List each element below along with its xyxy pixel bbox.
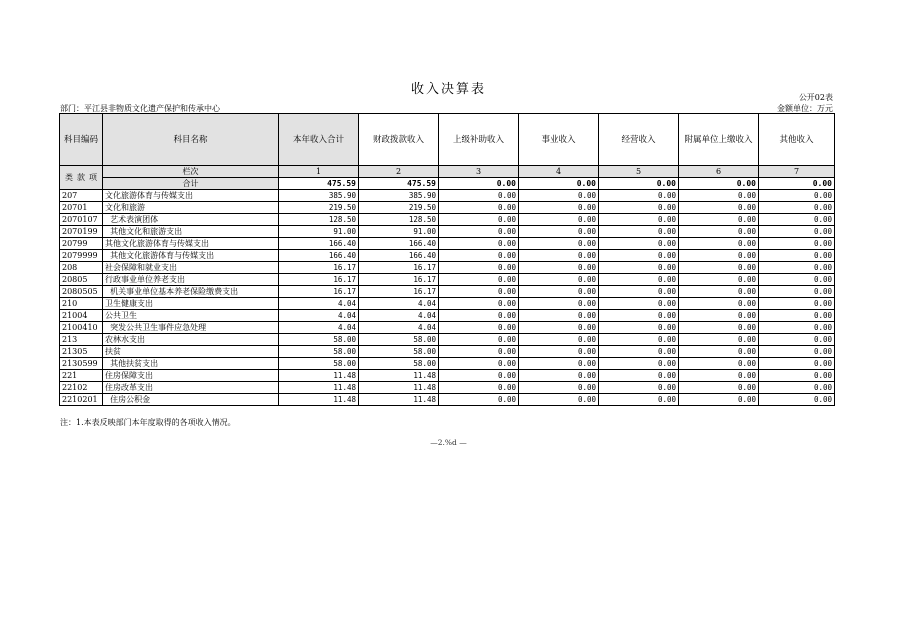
row-value: 11.48 [279, 394, 359, 406]
row-value: 0.00 [439, 382, 519, 394]
header-col-2: 财政拨款收入 [359, 114, 439, 166]
row-value: 0.00 [679, 358, 759, 370]
row-value: 0.00 [759, 262, 835, 274]
unit-label: 金额单位：万元 [777, 104, 833, 113]
row-value: 58.00 [279, 334, 359, 346]
row-value: 219.50 [279, 202, 359, 214]
row-code: 20799 [60, 238, 103, 250]
col-num-5: 5 [599, 166, 679, 178]
row-code: 21004 [60, 310, 103, 322]
total-value: 0.00 [439, 178, 519, 190]
row-value: 0.00 [599, 214, 679, 226]
row-value: 0.00 [599, 394, 679, 406]
row-value: 0.00 [679, 190, 759, 202]
row-value: 0.00 [679, 202, 759, 214]
total-value: 0.00 [759, 178, 835, 190]
table-row [60, 202, 835, 214]
row-value: 4.04 [359, 322, 439, 334]
row-value: 0.00 [679, 274, 759, 286]
row-value: 166.40 [279, 238, 359, 250]
row-value: 58.00 [359, 334, 439, 346]
row-name: 公共卫生 [103, 310, 279, 322]
row-value: 0.00 [679, 334, 759, 346]
row-value: 0.00 [439, 346, 519, 358]
page-number: —2.%d — [430, 438, 467, 447]
row-code: 213 [60, 334, 103, 346]
table-row [60, 286, 835, 298]
row-value: 0.00 [759, 226, 835, 238]
row-value: 0.00 [759, 370, 835, 382]
row-value: 166.40 [359, 250, 439, 262]
row-value: 16.17 [359, 286, 439, 298]
row-code: 2070107 [60, 214, 103, 226]
row-value: 0.00 [759, 214, 835, 226]
row-value: 11.48 [359, 394, 439, 406]
row-value: 0.00 [439, 358, 519, 370]
table-row [60, 394, 835, 406]
table-row [60, 310, 835, 322]
row-name: 农林水支出 [103, 334, 279, 346]
row-value: 0.00 [519, 322, 599, 334]
row-name: 文化和旅游 [103, 202, 279, 214]
row-code: 2210201 [60, 394, 103, 406]
row-value: 58.00 [279, 358, 359, 370]
header-col-5: 经营收入 [599, 114, 679, 166]
row-value: 166.40 [279, 250, 359, 262]
row-value: 0.00 [439, 370, 519, 382]
row-value: 0.00 [519, 310, 599, 322]
header-code: 科目编码 [60, 114, 103, 166]
row-value: 0.00 [519, 370, 599, 382]
lanci-row [60, 166, 835, 178]
row-value: 0.00 [599, 346, 679, 358]
header-col-3: 上级补助收入 [439, 114, 519, 166]
row-value: 219.50 [359, 202, 439, 214]
row-value: 0.00 [519, 226, 599, 238]
row-value: 16.17 [359, 274, 439, 286]
row-value: 58.00 [359, 346, 439, 358]
row-value: 0.00 [679, 214, 759, 226]
row-value: 0.00 [519, 286, 599, 298]
row-value: 0.00 [599, 286, 679, 298]
row-value: 11.48 [359, 370, 439, 382]
row-code: 2100410 [60, 322, 103, 334]
income-table [59, 113, 835, 406]
row-value: 0.00 [439, 310, 519, 322]
row-value: 0.00 [759, 190, 835, 202]
total-value: 0.00 [599, 178, 679, 190]
row-value: 128.50 [359, 214, 439, 226]
row-value: 0.00 [519, 358, 599, 370]
row-value: 0.00 [439, 298, 519, 310]
row-value: 0.00 [519, 202, 599, 214]
row-value: 0.00 [679, 310, 759, 322]
row-value: 58.00 [279, 346, 359, 358]
total-value: 475.59 [359, 178, 439, 190]
row-value: 11.48 [279, 370, 359, 382]
row-value: 0.00 [599, 370, 679, 382]
page-title: 收入决算表 [410, 82, 486, 97]
row-code: 221 [60, 370, 103, 382]
row-value: 0.00 [679, 322, 759, 334]
table-row [60, 238, 835, 250]
row-value: 0.00 [519, 190, 599, 202]
row-value: 0.00 [439, 226, 519, 238]
row-value: 58.00 [359, 358, 439, 370]
total-value: 475.59 [279, 178, 359, 190]
row-value: 0.00 [759, 298, 835, 310]
col-num-1: 1 [279, 166, 359, 178]
row-value: 0.00 [439, 250, 519, 262]
row-value: 0.00 [599, 322, 679, 334]
table-row [60, 298, 835, 310]
row-value: 0.00 [759, 322, 835, 334]
table-row [60, 226, 835, 238]
row-value: 0.00 [439, 334, 519, 346]
row-code: 2079999 [60, 250, 103, 262]
table-row [60, 322, 835, 334]
lanci-label: 栏次 [103, 166, 279, 178]
row-value: 0.00 [599, 382, 679, 394]
row-value: 0.00 [439, 202, 519, 214]
department-label: 部门：平江县非物质文化遗产保护和传承中心 [60, 104, 220, 113]
row-name: 社会保障和就业支出 [103, 262, 279, 274]
table-row [60, 262, 835, 274]
kind-kuan: 款 [77, 173, 85, 182]
row-value: 0.00 [759, 358, 835, 370]
row-value: 0.00 [759, 202, 835, 214]
row-value: 0.00 [439, 322, 519, 334]
row-value: 16.17 [279, 286, 359, 298]
row-value: 0.00 [519, 382, 599, 394]
row-value: 0.00 [519, 298, 599, 310]
row-value: 4.04 [279, 298, 359, 310]
row-value: 128.50 [279, 214, 359, 226]
row-name: 住房保障支出 [103, 370, 279, 382]
col-num-6: 6 [679, 166, 759, 178]
kind-cell [60, 166, 103, 190]
col-num-2: 2 [359, 166, 439, 178]
row-value: 0.00 [519, 394, 599, 406]
row-value: 4.04 [279, 310, 359, 322]
row-value: 0.00 [679, 226, 759, 238]
row-value: 0.00 [599, 226, 679, 238]
row-value: 11.48 [359, 382, 439, 394]
row-name: 其他文化和旅游支出 [103, 226, 279, 238]
row-value: 11.48 [279, 382, 359, 394]
row-value: 0.00 [519, 250, 599, 262]
footnote: 注：1.本表反映部门本年度取得的各项收入情况。 [60, 418, 236, 427]
row-value: 0.00 [759, 382, 835, 394]
table-row [60, 190, 835, 202]
row-value: 0.00 [439, 274, 519, 286]
row-name: 扶贫 [103, 346, 279, 358]
row-value: 0.00 [439, 190, 519, 202]
row-name: 行政事业单位养老支出 [103, 274, 279, 286]
row-value: 0.00 [679, 346, 759, 358]
row-value: 0.00 [599, 202, 679, 214]
table-row [60, 274, 835, 286]
row-value: 0.00 [599, 190, 679, 202]
row-value: 0.00 [599, 358, 679, 370]
col-num-3: 3 [439, 166, 519, 178]
kind-lei: 类 [65, 173, 73, 182]
row-value: 4.04 [279, 322, 359, 334]
row-value: 0.00 [679, 298, 759, 310]
row-value: 0.00 [759, 346, 835, 358]
total-value: 0.00 [519, 178, 599, 190]
total-label: 合计 [103, 178, 279, 190]
row-value: 385.90 [279, 190, 359, 202]
row-value: 385.90 [359, 190, 439, 202]
row-code: 2130599 [60, 358, 103, 370]
row-name: 其他扶贫支出 [103, 358, 279, 370]
row-value: 0.00 [599, 238, 679, 250]
row-value: 0.00 [519, 214, 599, 226]
row-value: 0.00 [759, 274, 835, 286]
row-value: 91.00 [279, 226, 359, 238]
row-value: 0.00 [439, 394, 519, 406]
row-value: 0.00 [679, 382, 759, 394]
row-value: 0.00 [439, 262, 519, 274]
row-value: 0.00 [519, 238, 599, 250]
kind-xiang: 项 [89, 173, 97, 182]
row-value: 0.00 [519, 346, 599, 358]
row-value: 0.00 [759, 250, 835, 262]
row-value: 16.17 [279, 274, 359, 286]
row-value: 0.00 [519, 262, 599, 274]
row-code: 22102 [60, 382, 103, 394]
row-name: 艺术表演团体 [103, 214, 279, 226]
row-value: 0.00 [599, 298, 679, 310]
row-name: 机关事业单位基本养老保险缴费支出 [103, 286, 279, 298]
row-name: 突发公共卫生事件应急处理 [103, 322, 279, 334]
row-value: 0.00 [759, 286, 835, 298]
row-value: 0.00 [599, 250, 679, 262]
row-value: 0.00 [439, 286, 519, 298]
table-row [60, 250, 835, 262]
row-value: 0.00 [519, 334, 599, 346]
table-row [60, 214, 835, 226]
row-code: 2080505 [60, 286, 103, 298]
row-code: 210 [60, 298, 103, 310]
row-value: 0.00 [599, 334, 679, 346]
row-value: 4.04 [359, 298, 439, 310]
header-row [60, 114, 835, 166]
row-name: 其他文化旅游体育与传媒支出 [103, 238, 279, 250]
row-value: 0.00 [759, 394, 835, 406]
row-value: 0.00 [679, 238, 759, 250]
row-value: 0.00 [679, 250, 759, 262]
header-col-4: 事业收入 [519, 114, 599, 166]
row-code: 21305 [60, 346, 103, 358]
row-code: 2070199 [60, 226, 103, 238]
row-value: 16.17 [359, 262, 439, 274]
table-row [60, 334, 835, 346]
table-row [60, 358, 835, 370]
table-row [60, 346, 835, 358]
row-name: 卫生健康支出 [103, 298, 279, 310]
row-value: 0.00 [679, 394, 759, 406]
table-row [60, 370, 835, 382]
row-value: 0.00 [439, 238, 519, 250]
row-name: 文化旅游体育与传媒支出 [103, 190, 279, 202]
row-value: 91.00 [359, 226, 439, 238]
col-num-4: 4 [519, 166, 599, 178]
row-value: 0.00 [759, 238, 835, 250]
row-code: 207 [60, 190, 103, 202]
row-name: 住房公积金 [103, 394, 279, 406]
row-value: 0.00 [439, 214, 519, 226]
row-name: 住房改革支出 [103, 382, 279, 394]
row-value: 16.17 [279, 262, 359, 274]
total-value: 0.00 [679, 178, 759, 190]
row-value: 0.00 [679, 370, 759, 382]
row-value: 0.00 [679, 286, 759, 298]
row-value: 0.00 [599, 310, 679, 322]
col-num-7: 7 [759, 166, 835, 178]
row-code: 20805 [60, 274, 103, 286]
row-value: 0.00 [679, 262, 759, 274]
row-value: 0.00 [759, 310, 835, 322]
total-row [60, 178, 835, 190]
form-number: 公开02表 [798, 93, 833, 102]
header-col-7: 其他收入 [759, 114, 835, 166]
row-value: 0.00 [599, 274, 679, 286]
row-value: 0.00 [759, 334, 835, 346]
row-code: 20701 [60, 202, 103, 214]
header-col-1: 本年收入合计 [279, 114, 359, 166]
row-value: 0.00 [599, 262, 679, 274]
row-code: 208 [60, 262, 103, 274]
header-name: 科目名称 [103, 114, 279, 166]
row-name: 其他文化旅游体育与传媒支出 [103, 250, 279, 262]
row-value: 166.40 [359, 238, 439, 250]
row-value: 4.04 [359, 310, 439, 322]
row-value: 0.00 [519, 274, 599, 286]
table-row [60, 382, 835, 394]
header-col-6: 附属单位上缴收入 [679, 114, 759, 166]
